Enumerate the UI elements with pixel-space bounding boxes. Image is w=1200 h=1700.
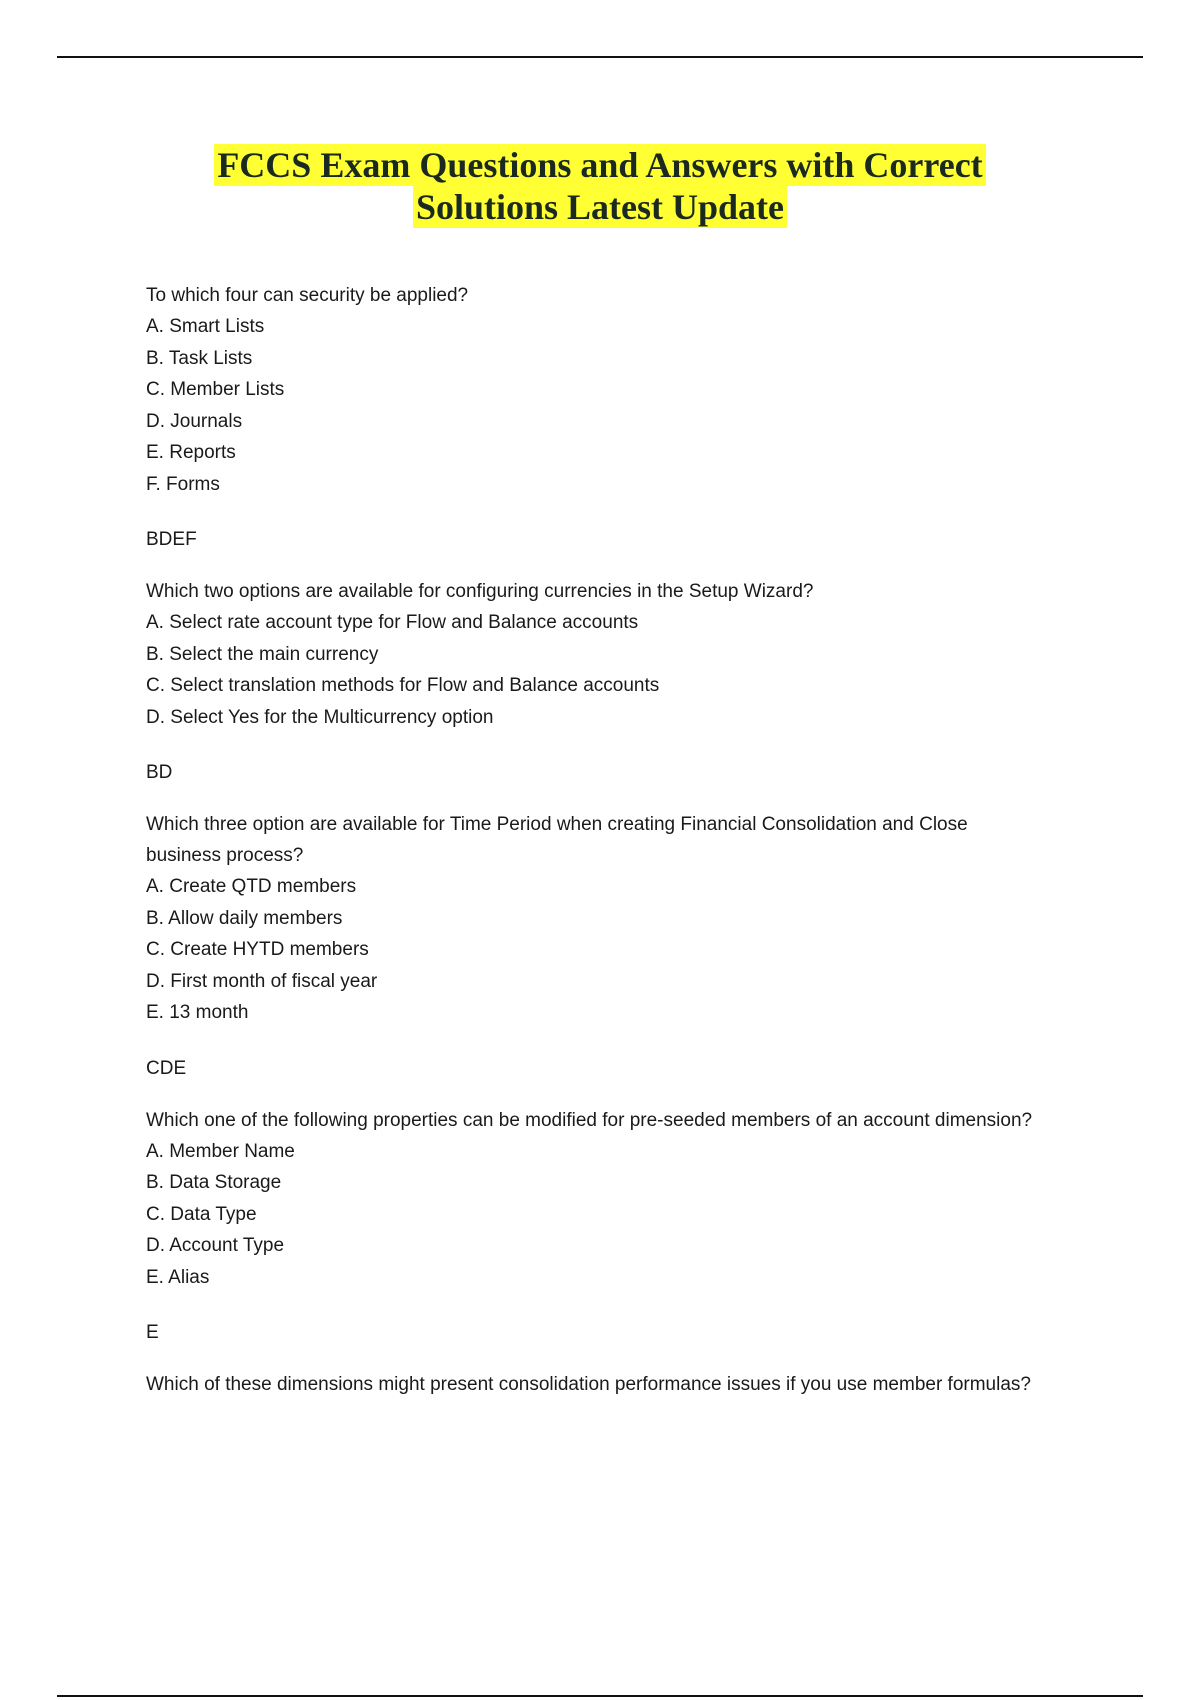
option-a: A. Smart Lists: [146, 316, 265, 337]
question-3: [146, 809, 1046, 1029]
option-e: E. Alias: [146, 1266, 210, 1288]
option-c: C. Select translation methods for Flow and Balance accounts: [146, 675, 660, 696]
option-b: B. Select the main currency: [146, 643, 379, 665]
option-d: D. First month of fiscal year: [146, 970, 378, 992]
question-2: [146, 576, 1046, 733]
question-text: Which one of the following properties can be modified for pre-seeded members of an account dimension?: [146, 1109, 1033, 1131]
option-f: F. Forms: [146, 473, 220, 495]
questions-list: [146, 280, 1046, 1424]
question-4: [146, 1105, 1046, 1294]
answer-1: BDEF: [146, 529, 197, 550]
question-5: [146, 1369, 1046, 1400]
option-e: E. Reports: [146, 442, 236, 463]
option-a: A. Create QTD members: [146, 876, 357, 897]
option-d: D. Select Yes for the Multicurrency option: [146, 706, 494, 728]
option-d: D. Journals: [146, 410, 243, 432]
question-text: Which of these dimensions might present consolidation performance issues if you use member formulas?: [146, 1374, 1031, 1395]
answer-2: BD: [146, 762, 173, 783]
options-list: [146, 1136, 1046, 1294]
footer-rule: [57, 1695, 1143, 1697]
answer-3: CDE: [146, 1057, 187, 1079]
option-b: B. Allow daily members: [146, 907, 343, 929]
options-list: [146, 607, 1046, 733]
option-e: E. 13 month: [146, 1002, 249, 1023]
option-b: B. Task Lists: [146, 347, 253, 369]
title-line-1: FCCS Exam Questions and Answers with Correct: [214, 144, 985, 186]
option-d: D. Account Type: [146, 1235, 285, 1256]
option-c: C. Create HYTD members: [146, 939, 369, 960]
question-text: Which three option are available for Time Period when creating Financial Consolidation and Close business process?: [146, 814, 968, 866]
option-a: A. Select rate account type for Flow and Balance accounts: [146, 612, 639, 633]
option-a: A. Member Name: [146, 1140, 295, 1162]
option-c: C. Member Lists: [146, 379, 285, 400]
question-1: [146, 280, 1046, 500]
option-b: B. Data Storage: [146, 1172, 282, 1193]
option-c: C. Data Type: [146, 1203, 257, 1225]
options-list: [146, 871, 1046, 1029]
answer-4: E: [146, 1322, 159, 1343]
document-title: [0, 144, 1200, 228]
question-text: To which four can security be applied?: [146, 285, 469, 306]
header-rule: [57, 56, 1143, 58]
title-line-2: Solutions Latest Update: [413, 186, 787, 228]
question-text: Which two options are available for configuring currencies in the Setup Wizard?: [146, 581, 814, 602]
options-list: [146, 311, 1046, 500]
